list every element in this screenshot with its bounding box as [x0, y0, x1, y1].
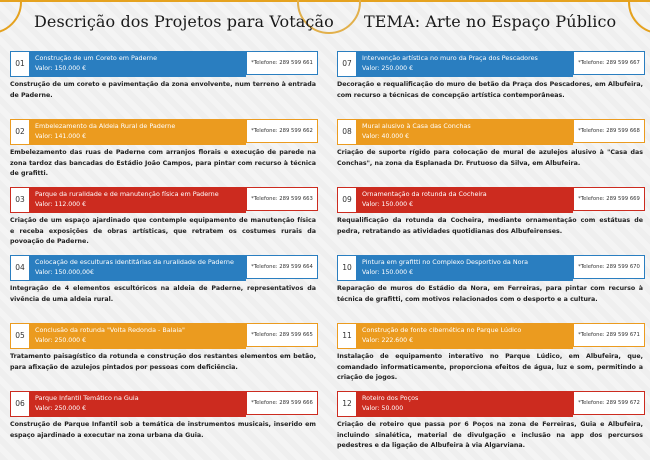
project-header-bar — [10, 323, 318, 349]
project-card — [337, 51, 645, 119]
project-header-bar — [337, 51, 645, 77]
project-value: Valor: 250.000 € — [362, 65, 414, 72]
phone-box — [246, 119, 318, 143]
project-title-box — [357, 119, 573, 145]
project-title-box — [357, 187, 573, 213]
left-project-column — [10, 51, 318, 459]
project-number: 10 — [337, 255, 357, 281]
project-card — [10, 119, 318, 187]
project-name: Ornamentação da rotunda da Cocheira — [362, 190, 487, 198]
project-description: Requalificação da rotunda da Cocheira, mediante ornamentação com estátuas de pedra, retratando as atividades quotidianas dos Albufeirenses. — [337, 217, 643, 235]
project-header-bar — [10, 119, 318, 145]
project-value: Valor: 250.000 € — [35, 405, 87, 412]
project-card — [10, 255, 318, 323]
project-header-bar — [337, 255, 645, 281]
project-title-box — [30, 323, 246, 349]
project-number: 04 — [10, 255, 30, 281]
phone-box — [573, 391, 645, 415]
right-project-column — [337, 51, 645, 459]
project-number: 11 — [337, 323, 357, 349]
project-title-box — [30, 255, 246, 281]
phone-number: *Telefone: 289 599 661 — [251, 60, 313, 66]
phone-number: *Telefone: 289 599 672 — [578, 400, 640, 406]
project-value: Valor: 150.000,00€ — [35, 269, 94, 276]
project-header-bar — [337, 391, 645, 417]
left-column-title: Descrição dos Projetos para Votação — [34, 12, 334, 31]
project-title-box — [357, 255, 573, 281]
project-value: Valor: 250.000 € — [35, 337, 87, 344]
project-name: Roteiro dos Poços — [362, 394, 419, 402]
project-card — [10, 51, 318, 119]
project-card — [10, 391, 318, 459]
phone-number: *Telefone: 289 599 668 — [578, 128, 640, 134]
project-number: 05 — [10, 323, 30, 349]
project-header-bar — [10, 51, 318, 77]
phone-box — [573, 119, 645, 143]
project-description: Instalação de equipamento interativo no Parque Lúdico, em Albufeira, que, comandado informaticamente, proporciona efeitos de água, luz e som, permitindo a criação de jogos. — [337, 353, 643, 381]
project-value: Valor: 141.000 € — [35, 133, 87, 140]
phone-number: *Telefone: 289 599 670 — [578, 264, 640, 270]
project-value: Valor: 150.000 € — [35, 65, 87, 72]
project-description: Decoração e requalificação do muro de betão da Praça dos Pescadores, em Albufeira, com recurso a técnicas de concepção artística contemporâneas. — [337, 81, 643, 99]
phone-box — [246, 187, 318, 211]
phone-number: *Telefone: 289 599 666 — [251, 400, 313, 406]
project-value: Valor: 50.000 — [362, 405, 404, 412]
phone-box — [573, 187, 645, 211]
phone-box — [246, 255, 318, 279]
project-card — [337, 391, 645, 459]
project-description: Construção de Parque Infantil sob a temática de instrumentos musicais, inserido em espaço ajardinado a executar na zona urbana da Guia. — [10, 421, 316, 439]
project-name: Parque Infantil Temático na Guia — [35, 394, 139, 402]
project-name: Construção de um Coreto em Paderne — [35, 54, 158, 62]
project-number: 08 — [337, 119, 357, 145]
phone-box — [573, 255, 645, 279]
project-description: Embelezamento das ruas de Paderne com arranjos florais e execução de parede na zona tardoz das bancadas do Estádio João Campos, para pintar com recurso à técnica de grafitti. — [10, 149, 316, 177]
phone-number: *Telefone: 289 599 663 — [251, 196, 313, 202]
phone-number: *Telefone: 289 599 671 — [578, 332, 640, 338]
project-description: Tratamento paisagístico da rotunda e construção dos restantes elementos em betão, para afixação de azulejos pintados por pessoas com deficiência. — [10, 353, 316, 371]
project-title-box — [30, 187, 246, 213]
project-title-box — [357, 391, 573, 417]
project-number: 09 — [337, 187, 357, 213]
project-name: Intervenção artística no muro da Praça dos Pescadores — [362, 54, 538, 62]
project-description: Reparação de muros do Estádio da Nora, em Ferreiras, para pintar com recurso à técnica de grafitti, com motivos relacionados com o desporto e a cultura. — [337, 285, 643, 303]
project-card — [10, 187, 318, 255]
phone-number: *Telefone: 289 599 665 — [251, 332, 313, 338]
project-card — [337, 187, 645, 255]
project-number: 01 — [10, 51, 30, 77]
project-card — [337, 255, 645, 323]
project-value: Valor: 40.000 € — [362, 133, 410, 140]
project-title-box — [30, 51, 246, 77]
project-header-bar — [337, 119, 645, 145]
phone-number: *Telefone: 289 599 664 — [251, 264, 313, 270]
project-header-bar — [337, 323, 645, 349]
project-number: 03 — [10, 187, 30, 213]
decorative-arc-right — [628, 0, 650, 34]
project-description: Integração de 4 elementos escultóricos na aldeia de Paderne, representativos da vivência de uma aldeia rural. — [10, 285, 316, 303]
project-name: Mural alusivo à Casa das Conchas — [362, 122, 471, 130]
project-number: 02 — [10, 119, 30, 145]
phone-number: *Telefone: 289 599 667 — [578, 60, 640, 66]
project-title-box — [30, 391, 246, 417]
project-description: Criação de roteiro que passa por 6 Poços na zona de Ferreiras, Guia e Albufeira, incluindo sinalética, material de divulgação e inclusão na app dos percursos pedestres e da ligação de Albufeira à via Algarviana. — [337, 421, 643, 449]
project-value: Valor: 222.600 € — [362, 337, 414, 344]
phone-box — [573, 51, 645, 75]
project-name: Embelezamento da Aldeia Rural de Paderne — [35, 122, 176, 130]
project-header-bar — [10, 255, 318, 281]
decorative-arc-left — [0, 0, 22, 34]
project-header-bar — [10, 391, 318, 417]
phone-number: *Telefone: 289 599 669 — [578, 196, 640, 202]
project-card — [10, 323, 318, 391]
phone-box — [573, 323, 645, 347]
project-card — [337, 323, 645, 391]
project-header-bar — [337, 187, 645, 213]
project-value: Valor: 150.000 € — [362, 201, 414, 208]
phone-number: *Telefone: 289 599 662 — [251, 128, 313, 134]
project-title-box — [357, 323, 573, 349]
project-header-bar — [10, 187, 318, 213]
phone-box — [246, 323, 318, 347]
project-number: 07 — [337, 51, 357, 77]
project-value: Valor: 150.000 € — [362, 269, 414, 276]
project-description: Construção de um coreto e pavimentação da zona envolvente, num terreno à entrada de Paderne. — [10, 81, 316, 99]
phone-box — [246, 51, 318, 75]
project-value: Valor: 112.000 € — [35, 201, 87, 208]
project-name: Construção de fonte cibernética no Parque Lúdico — [362, 326, 522, 334]
project-number: 12 — [337, 391, 357, 417]
project-title-box — [357, 51, 573, 77]
project-description: Criação de suporte rígido para colocação de mural de azulejos alusivo à "Casa das Conchas", na zona da Esplanada Dr. Frutuoso da Silva, em Albufeira. — [337, 149, 643, 167]
project-description: Criação de um espaço ajardinado que contemple equipamento de manutenção física e receba exposições de obras artísticas, que retratem os costumes rurais da povoação de Paderne. — [10, 217, 316, 245]
page-header — [0, 0, 650, 42]
project-card — [337, 119, 645, 187]
project-name: Conclusão da rotunda "Volta Redonda - Balaia" — [35, 326, 185, 334]
project-name: Colocação de esculturas identitárias da ruralidade de Paderne — [35, 258, 234, 266]
project-name: Pintura em grafitti no Complexo Desportivo da Nora — [362, 258, 529, 266]
phone-box — [246, 391, 318, 415]
project-title-box — [30, 119, 246, 145]
project-name: Parque da ruralidade e de manutenção física em Paderne — [35, 190, 219, 198]
right-column-title: TEMA: Arte no Espaço Público — [364, 12, 617, 31]
project-number: 06 — [10, 391, 30, 417]
